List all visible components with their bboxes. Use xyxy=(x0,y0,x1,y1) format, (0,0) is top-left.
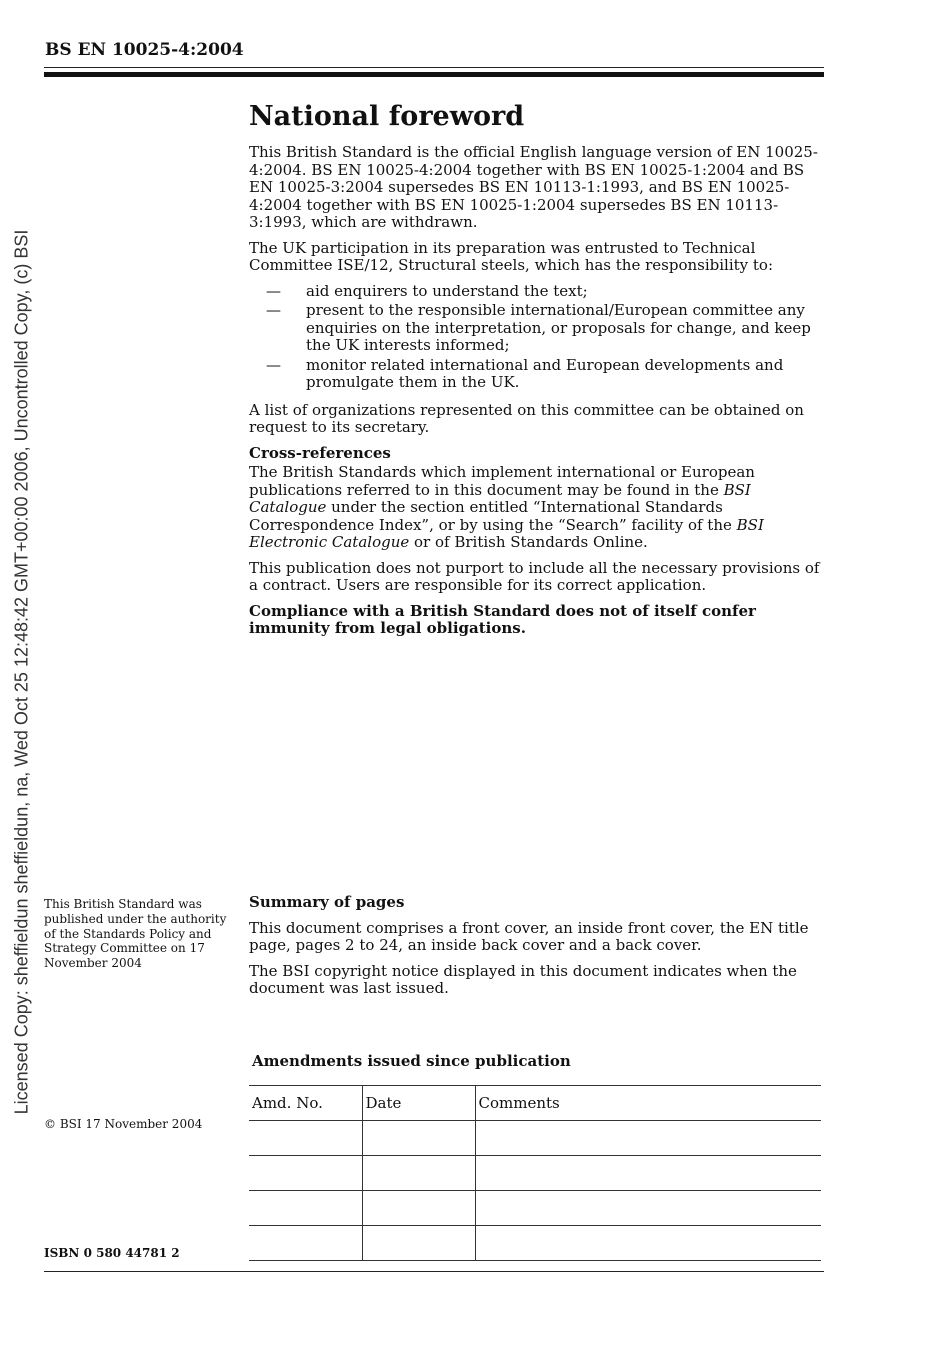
table-cell xyxy=(475,1121,821,1156)
amendments-title: Amendments issued since publication xyxy=(252,1052,571,1070)
list-item: — monitor related international and European developments and promulgate them in the UK. xyxy=(266,355,784,391)
summary-heading: Summary of pages xyxy=(249,893,405,911)
table-row xyxy=(249,1121,821,1156)
table-cell xyxy=(249,1226,362,1261)
document-code: BS EN 10025-4:2004 xyxy=(45,40,244,60)
table-cell xyxy=(249,1156,362,1191)
table-cell xyxy=(249,1191,362,1226)
table-cell xyxy=(475,1226,821,1261)
isbn: ISBN 0 580 44781 2 xyxy=(44,1246,180,1260)
publication-authority-note: This British Standard was published under the authority of the Standards Policy and Strategy Committee on 17 November 2004 xyxy=(44,897,227,971)
provisions-paragraph: This publication does not purport to include all the necessary provisions of a contract. Users are responsible for its correct application. xyxy=(249,558,820,594)
committee-paragraph: The UK participation in its preparation was entrusted to Technical Committee ISE/12, Structural steels, which has the responsibility to: xyxy=(249,238,774,274)
table-row xyxy=(249,1191,821,1226)
dash-marker: — xyxy=(266,301,281,319)
table-row xyxy=(249,1226,821,1261)
national-foreword xyxy=(249,100,824,646)
table-cell xyxy=(475,1156,821,1191)
column-header-comments: Comments xyxy=(475,1086,821,1121)
page-title: National foreword xyxy=(249,101,525,132)
copyright-notice: © BSI 17 November 2004 xyxy=(44,1117,203,1131)
compliance-statement: Compliance with a British Standard does not of itself confer immunity from legal obligations. xyxy=(249,601,756,637)
header-rule-thin xyxy=(44,67,824,68)
amendments-table xyxy=(249,1085,821,1261)
column-header-date: Date xyxy=(362,1086,475,1121)
copyright-paragraph: The BSI copyright notice displayed in this document indicates when the document was last issued. xyxy=(249,961,797,997)
table-row xyxy=(249,1156,821,1191)
summary-paragraph: This document comprises a front cover, an inside front cover, the EN title page, pages 2 to 24, an inside back cover and a back cover. xyxy=(249,918,809,954)
responsibility-list xyxy=(249,283,824,392)
dash-marker: — xyxy=(266,281,281,300)
header-rule-thick xyxy=(44,72,824,77)
summary-of-pages xyxy=(249,894,824,1006)
table-cell xyxy=(362,1226,475,1261)
table-cell xyxy=(475,1191,821,1226)
list-item: — present to the responsible international/European committee any enquiries on the interpretation, or proposals for change, and keep the UK interests informed; xyxy=(266,301,811,354)
column-header-amd-no: Amd. No. xyxy=(249,1086,362,1121)
license-watermark: Licensed Copy: sheffieldun sheffieldun, na, Wed Oct 25 12:48:42 GMT+00:00 2006, Uncontrolled Copy, (c) BSI xyxy=(11,229,32,1115)
footer-rule xyxy=(44,1271,824,1272)
dash-marker: — xyxy=(266,355,281,374)
table-cell xyxy=(362,1156,475,1191)
cross-references-paragraph: The British Standards which implement international or European publications referred to in this document may be found in the BSI Catalogue under the section entitled “International Standards Correspondence Index”, or by using the “Search” facility of the BSI Electronic Catalogue or of British Standards Online. xyxy=(249,463,764,551)
organizations-paragraph: A list of organizations represented on this committee can be obtained on request to its secretary. xyxy=(249,400,804,436)
table-cell xyxy=(362,1121,475,1156)
table-cell xyxy=(249,1121,362,1156)
cross-references-heading: Cross-references xyxy=(249,443,391,462)
intro-paragraph: This British Standard is the official English language version of EN 10025-4:2004. BS EN 10025-4:2004 together with BS EN 10025-1:2004 and BS EN 10025-3:2004 supersedes BS EN 10113-1:1993, and BS EN 10025-4:2004 together with BS EN 10025-1:2004 supersedes BS EN 10113-3:1993, which are withdrawn. xyxy=(249,143,818,231)
list-item: — aid enquirers to understand the text; xyxy=(266,281,588,300)
table-header-row xyxy=(249,1086,821,1121)
table-cell xyxy=(362,1191,475,1226)
